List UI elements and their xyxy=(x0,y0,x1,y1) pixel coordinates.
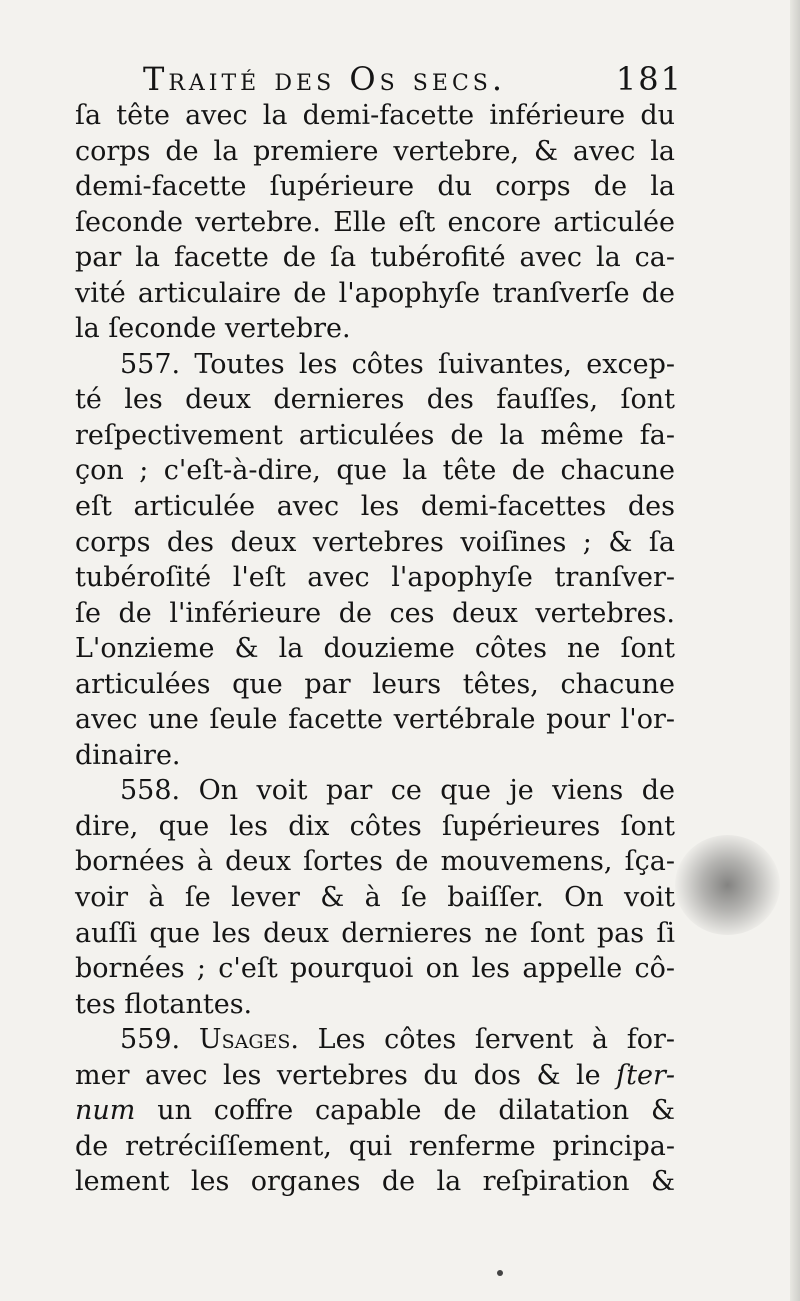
text-line: vité articulaire de l'apophyſe tranſverſe de xyxy=(75,277,675,309)
italic-term: num xyxy=(75,1095,136,1127)
text-line xyxy=(75,1093,675,1129)
text-line: L'onzieme & la douzieme côtes ne ſont xyxy=(75,633,675,665)
page-edge xyxy=(790,0,800,1301)
paragraph-number: 559. xyxy=(120,1024,181,1056)
section-keyword: Usages. xyxy=(198,1024,299,1056)
text-line: de retréciſſement, qui renferme principa- xyxy=(75,1130,675,1162)
italic-term: ſter- xyxy=(616,1059,675,1091)
text-line: avec une ſeule facette vertébrale pour l'or- xyxy=(75,704,675,736)
text-line: voir à ſe lever & à ſe baiſſer. On voit xyxy=(75,882,675,914)
text-segment: Les côtes ſervent à for- xyxy=(317,1024,675,1056)
text-line: articulées que par leurs têtes, chacune xyxy=(75,668,675,700)
text-line: ſa tête avec la demi-facette inférieure du xyxy=(75,100,675,131)
text-segment: mer avec les vertebres du dos & le xyxy=(75,1059,601,1091)
body-text xyxy=(75,98,675,1200)
text-line: 557. Toutes les côtes ſuivantes, excep- xyxy=(120,348,675,380)
text-line: ſeconde vertebre. Elle eſt encore articulée xyxy=(75,206,675,238)
text-line: demi-facette ſupérieure du corps de la xyxy=(75,171,675,203)
running-title: Traité des Os secs. xyxy=(143,60,507,98)
text-line: dire, que les dix côtes ſupérieures ſont xyxy=(75,810,675,842)
text-line: dinaire. xyxy=(75,739,181,771)
text-line: la ſeconde vertebre. xyxy=(75,313,351,345)
text-line: auſſi que les deux dernieres ne ſont pas ſi xyxy=(75,917,675,949)
text-line: 558. On voit par ce que je viens de xyxy=(120,775,675,807)
text-line: bornées ; c'eſt pourquoi on les appelle cô- xyxy=(75,953,675,985)
ink-speck xyxy=(497,1270,503,1276)
text-line xyxy=(75,1058,675,1094)
text-line: ſe de l'inférieure de ces deux vertebres. xyxy=(75,597,675,629)
running-header xyxy=(143,56,683,102)
text-line: par la facette de ſa tubérofité avec la ca- xyxy=(75,242,675,274)
foxing-stain xyxy=(675,835,780,935)
text-line: bornées à deux ſortes de mouvemens, ſça- xyxy=(75,846,675,878)
text-line: corps de la premiere vertebre, & avec la xyxy=(75,135,675,167)
text-line: çon ; c'eſt-à-dire, que la tête de chacune xyxy=(75,455,675,487)
text-line: tubéroſité l'eſt avec l'apophyſe tranſver- xyxy=(75,562,675,594)
text-line: eſt articulée avec les demi-facettes des xyxy=(75,491,675,523)
text-line: corps des deux vertebres voiſines ; & ſa xyxy=(75,526,675,558)
text-line xyxy=(75,1022,675,1058)
text-segment: un coffre capable de dilatation & xyxy=(157,1095,675,1127)
text-line: té les deux dernieres des fauſſes, ſont xyxy=(75,384,675,416)
text-line: reſpectivement articulées de la même fa- xyxy=(75,419,675,451)
page-number: 181 xyxy=(615,60,683,98)
text-line: tes flotantes. xyxy=(75,988,253,1020)
text-line: lement les organes de la reſpiration & xyxy=(75,1166,675,1198)
